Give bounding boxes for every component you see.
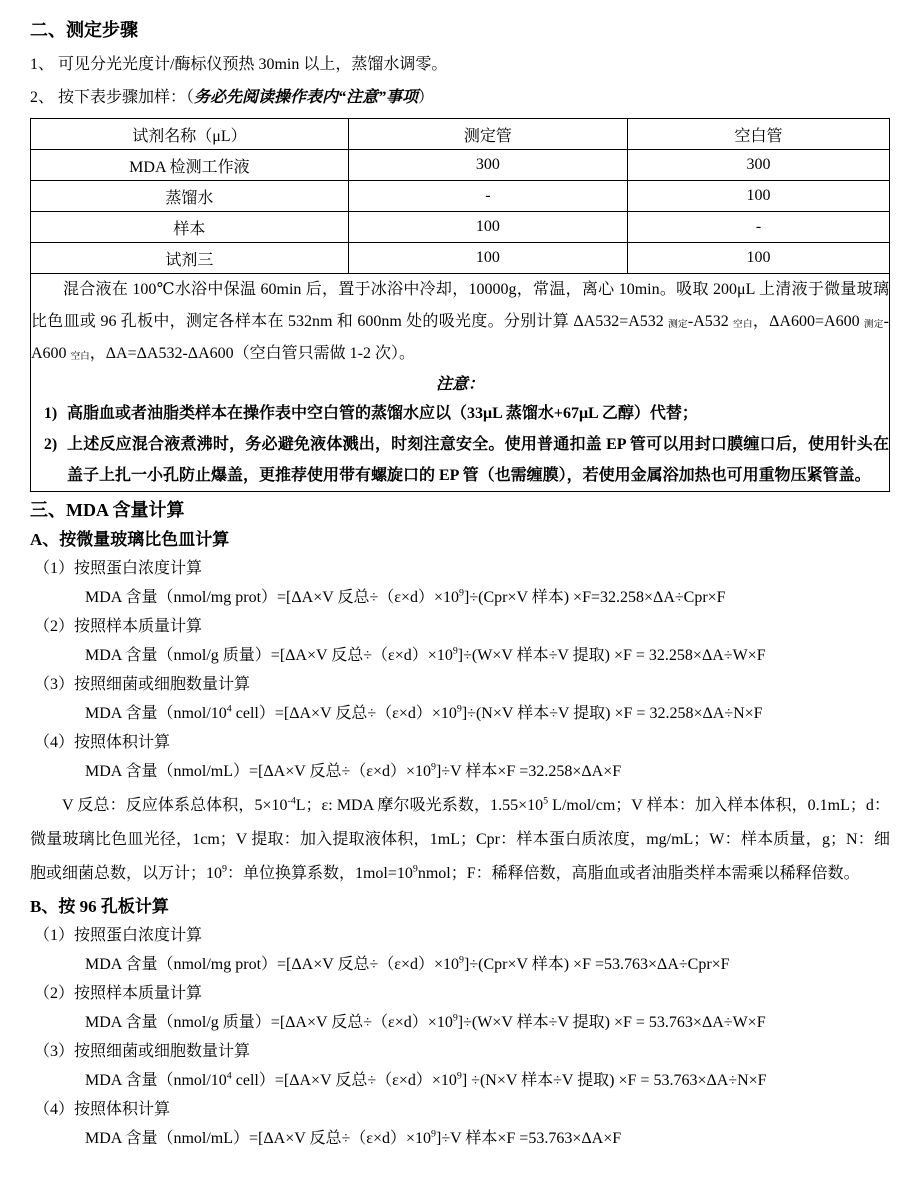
calc-item-b4 [30,1095,890,1153]
col-header-assay-tube: 测定管 [348,119,627,150]
calc-formula: MDA 含量（nmol/mL）=[ΔA×V 反总$\div(\varepsilon\times d)\times 10^9]\div V$ 样本×F =53.763×ΔA×F [85,1128,622,1147]
section-heading-mda-calculation: 三、MDA 含量计算 [30,500,185,520]
col-header-reagent-name: 试剂名称（μL） [31,119,349,150]
variable-definitions-paragraph: V 反总：反应体系总体积，$5\times 10^{-4}L$；ε: MDA 摩尔吸光系数，$1.55\times 10^5$ L/mol/cm；V 样本：加入样本体积，0.1mL；d：微量玻璃比色皿光径，1cm；V 提取：加入提取液体积，1mL；Cpr：样本蛋白质浓度，mg/mL；W：样本质量，g；N：细胞或细菌总数，以万计；$10^9$：单位换算系数，$1mol=10^9nmol$；F：稀释倍数，高脂血或者油脂类样本需乘以稀释倍数。 [30,795,890,882]
table-cell: - [628,212,890,243]
notice-item-2 [31,429,889,491]
table-cell: 样本 [31,212,349,243]
table-cell: MDA 检测工作液 [31,150,349,181]
calc-method-label: （2）按照样本质量计算 [34,985,203,1002]
calc-method-label: （4）按照体积计算 [34,1101,171,1118]
table-row-mda-working-solution [31,150,890,181]
calc-formula: MDA 含量（nmol/g 质量）=[ΔA×V 反总$\div(\varepsilon\times d)\times 10^9]\div(W\times V$ 样本÷V 提取) ×F = 32.258×ΔA÷W×F [85,645,766,664]
table-cell: 蒸馏水 [31,181,349,212]
procedure-paragraph: 混合液在 100℃水浴中保温 60min 后，置于冰浴中冷却，10000g，常温，离心 10min。吸取 200μL 上清液于微量玻璃比色皿或 96 孔板中，测定各样本在 532nm 和 600nm 处的吸光度。分别计算 ΔA532=A532 测定-A532 空白，ΔA600=A600 测定-A600 空白，ΔA=ΔA532-ΔA600（空白管只需做 1-2 次）。 [31,281,889,363]
calc-item-a2 [30,612,890,670]
table-cell: 300 [628,150,890,181]
calc-item-b1 [30,921,890,979]
table-cell: 100 [628,181,890,212]
calc-formula: MDA 含量（nmol/g 质量）=[ΔA×V 反总$\div(\varepsilon\times d)\times 10^9]\div(W\times V$ 样本÷V 提取) ×F = 53.763×ΔA÷W×F [85,1012,766,1031]
notice-item-text: 上述反应混合液煮沸时，务必避免液体溅出，时刻注意安全。使用普通扣盖 EP 管可以用封口膜缠口后，使用针头在盖子上扎一小孔防止爆盖，更推荐使用带有螺旋口的 EP 管（也需缠膜），若使用金属浴加热也可用重物压紧管盖。 [67,436,889,484]
reagent-table [30,118,890,492]
subsection-heading-cuvette: A、按微量玻璃比色皿计算 [30,530,230,549]
calc-method-label: （1）按照蛋白浓度计算 [34,927,203,944]
subsection-heading-96-well-plate: B、按 96 孔板计算 [30,897,169,916]
calc-item-b3 [30,1037,890,1095]
table-cell: 100 [348,212,627,243]
calc-item-a3 [30,670,890,728]
calc-formula: MDA 含量（nmol/mL）=[ΔA×V 反总$\div(\varepsilon\times d)\times 10^9]\div V$ 样本×F =32.258×ΔA×F [85,761,622,780]
table-row-reagent-three [31,243,890,274]
calc-method-label: （2）按照样本质量计算 [34,618,203,635]
table-cell: 试剂三 [31,243,349,274]
section-heading-measurement-steps: 二、测定步骤 [30,20,138,40]
calc-formula: MDA 含量（$nmol/10^4$ cell）=[ΔA×V 反总$\div(\varepsilon\times d)\times 10^9] \div(N\times V$ 样本÷V 提取) ×F = 53.763×ΔA÷N×F [85,1070,767,1089]
step-2: 2、 按下表步骤加样：（务必先阅读操作表内“注意”事项） [30,89,435,106]
table-row-sample [31,212,890,243]
calc-method-label: （3）按照细菌或细胞数量计算 [34,1043,251,1060]
calc-item-a1 [30,554,890,612]
notice-heading: 注意： [435,376,484,393]
notice-item-marker: 1) [43,405,58,422]
table-cell: 100 [348,243,627,274]
step-1: 1、 可见分光光度计/酶标仪预热 30min 以上，蒸馏水调零。 [30,56,448,73]
calc-item-a4 [30,728,890,786]
table-cell: 300 [348,150,627,181]
notice-item-1 [31,398,889,429]
calc-formula: MDA 含量（nmol/mg prot）=[ΔA×V 反总$\div(\varepsilon\times d)\times 10^9]\div(Cpr\times V$ 样本) ×F=32.258×ΔA÷Cpr×F [85,587,726,606]
table-header-row [31,119,890,150]
calc-item-b2 [30,979,890,1037]
calc-formula: MDA 含量（nmol/mg prot）=[ΔA×V 反总$\div(\varepsilon\times d)\times 10^9]\div(Cpr\times V$ 样本) ×F =53.763×ΔA÷Cpr×F [85,954,730,973]
calc-method-label: （4）按照体积计算 [34,734,171,751]
calc-formula: MDA 含量（$nmol/10^4$ cell）=[ΔA×V 反总$\div(\varepsilon\times d)\times 10^9]\div(N\times V$ 样本÷V 提取) ×F = 32.258×ΔA÷N×F [85,703,763,722]
calc-method-label: （3）按照细菌或细胞数量计算 [34,676,251,693]
table-procedure-row [31,274,890,492]
notice-item-text: 高脂血或者油脂类样本在操作表中空白管的蒸馏水应以（33μL 蒸馏水+67μL 乙醇）代替； [67,405,698,422]
table-row-distilled-water [31,181,890,212]
notice-item-marker: 2) [43,436,58,453]
table-cell: 100 [628,243,890,274]
col-header-blank-tube: 空白管 [628,119,890,150]
procedure-cell [31,274,890,492]
table-cell: - [348,181,627,212]
calc-method-label: （1）按照蛋白浓度计算 [34,560,203,577]
